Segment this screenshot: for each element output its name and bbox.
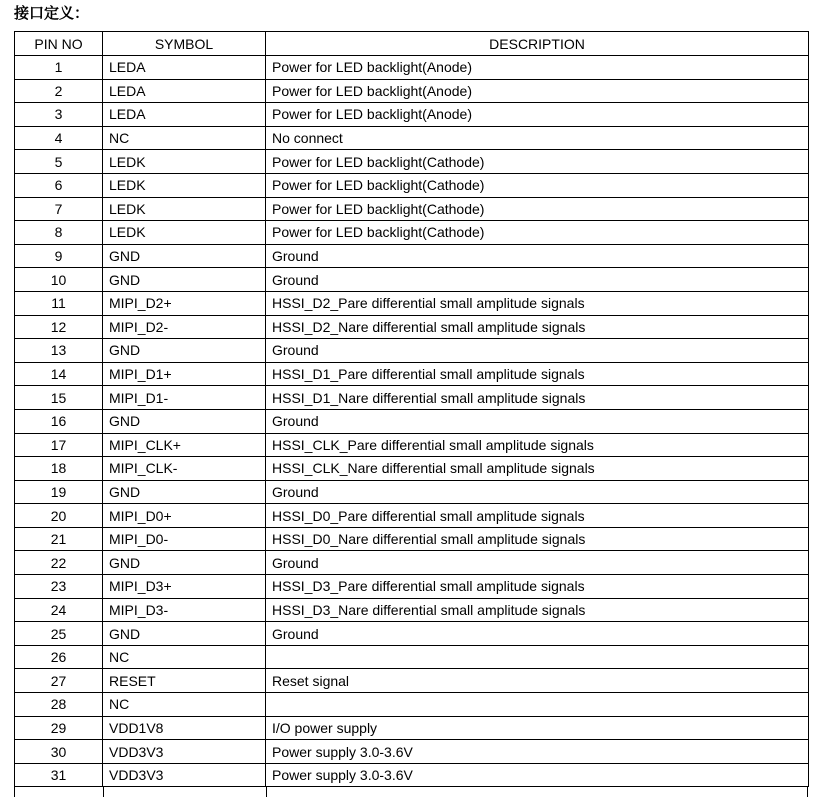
description-cell: HSSI_D1_Pare differential small amplitude signals — [266, 362, 809, 386]
description-cell — [266, 645, 809, 669]
symbol-cell: MIPI_D2- — [103, 315, 266, 339]
table-row — [15, 622, 809, 646]
pin-number-cell: 19 — [15, 480, 103, 504]
pin-number-cell: 24 — [15, 598, 103, 622]
description-cell: Power for LED backlight(Cathode) — [266, 150, 809, 174]
description-cell: HSSI_D2_Pare differential small amplitude signals — [266, 291, 809, 315]
table-row — [15, 480, 809, 504]
table-row — [15, 197, 809, 221]
pin-number-cell: 2 — [15, 79, 103, 103]
symbol-cell: VDD3V3 — [103, 763, 266, 787]
description-cell: HSSI_D3_Pare differential small amplitude signals — [266, 575, 809, 599]
pin-number-cell: 14 — [15, 362, 103, 386]
column-header-description: DESCRIPTION — [266, 32, 809, 56]
table-row — [15, 291, 809, 315]
pin-number-cell: 20 — [15, 504, 103, 528]
description-cell: Power for LED backlight(Cathode) — [266, 173, 809, 197]
pin-number-cell: 15 — [15, 386, 103, 410]
description-cell: Power for LED backlight(Anode) — [266, 103, 809, 127]
table-row — [15, 669, 809, 693]
table-row — [15, 527, 809, 551]
symbol-cell: MIPI_D1- — [103, 386, 266, 410]
symbol-cell: LEDA — [103, 79, 266, 103]
symbol-cell: LEDA — [103, 56, 266, 80]
description-cell: Ground — [266, 244, 809, 268]
table-row — [15, 551, 809, 575]
pin-number-cell: 12 — [15, 315, 103, 339]
pin-number-cell: 18 — [15, 457, 103, 481]
pin-number-cell: 25 — [15, 622, 103, 646]
description-cell: HSSI_D0_Pare differential small amplitude signals — [266, 504, 809, 528]
description-cell: Power for LED backlight(Cathode) — [266, 197, 809, 221]
section-heading: 接口定义： — [14, 4, 90, 22]
pin-number-cell: 28 — [15, 693, 103, 717]
symbol-cell: GND — [103, 268, 266, 292]
pin-number-cell: 9 — [15, 244, 103, 268]
table-body — [15, 56, 809, 787]
description-cell: Power supply 3.0-3.6V — [266, 763, 809, 787]
symbol-cell: MIPI_D0+ — [103, 504, 266, 528]
pin-number-cell: 17 — [15, 433, 103, 457]
table-row — [15, 315, 809, 339]
description-cell: Power for LED backlight(Anode) — [266, 79, 809, 103]
symbol-cell: MIPI_CLK+ — [103, 433, 266, 457]
symbol-cell: NC — [103, 693, 266, 717]
column-header-pin: PIN NO — [15, 32, 103, 56]
symbol-cell: LEDK — [103, 150, 266, 174]
table-row — [15, 409, 809, 433]
pin-number-cell: 8 — [15, 221, 103, 245]
pin-number-cell: 3 — [15, 103, 103, 127]
symbol-cell: MIPI_D3+ — [103, 575, 266, 599]
symbol-cell: GND — [103, 409, 266, 433]
pin-number-cell: 21 — [15, 527, 103, 551]
description-cell: Ground — [266, 339, 809, 363]
symbol-cell: GND — [103, 551, 266, 575]
pin-number-cell: 10 — [15, 268, 103, 292]
pin-number-cell: 30 — [15, 740, 103, 764]
table-row — [15, 79, 809, 103]
table-row — [15, 244, 809, 268]
pin-number-cell: 29 — [15, 716, 103, 740]
description-cell: Power supply 3.0-3.6V — [266, 740, 809, 764]
table-row — [15, 150, 809, 174]
symbol-cell: GND — [103, 339, 266, 363]
symbol-cell: GND — [103, 622, 266, 646]
table-row — [15, 457, 809, 481]
symbol-cell: NC — [103, 645, 266, 669]
pin-number-cell: 5 — [15, 150, 103, 174]
table-row — [15, 693, 809, 717]
table-row — [15, 173, 809, 197]
description-cell: HSSI_D0_Nare differential small amplitude signals — [266, 527, 809, 551]
pin-number-cell: 31 — [15, 763, 103, 787]
description-cell: Ground — [266, 268, 809, 292]
symbol-cell: LEDK — [103, 221, 266, 245]
table-header-row — [15, 32, 809, 56]
description-cell: HSSI_CLK_Pare differential small amplitude signals — [266, 433, 809, 457]
pin-number-cell: 22 — [15, 551, 103, 575]
table-row — [15, 221, 809, 245]
description-cell: Reset signal — [266, 669, 809, 693]
table-row — [15, 763, 809, 787]
symbol-cell: MIPI_CLK- — [103, 457, 266, 481]
symbol-cell: MIPI_D0- — [103, 527, 266, 551]
table-continuation-edge — [14, 786, 808, 796]
pin-number-cell: 1 — [15, 56, 103, 80]
pin-number-cell: 7 — [15, 197, 103, 221]
symbol-cell: MIPI_D1+ — [103, 362, 266, 386]
description-cell: Power for LED backlight(Anode) — [266, 56, 809, 80]
description-cell: Ground — [266, 480, 809, 504]
table-row — [15, 433, 809, 457]
table-row — [15, 575, 809, 599]
table-row — [15, 103, 809, 127]
table-row — [15, 56, 809, 80]
table-row — [15, 598, 809, 622]
description-cell: HSSI_D1_Nare differential small amplitude signals — [266, 386, 809, 410]
symbol-cell: NC — [103, 126, 266, 150]
pin-number-cell: 6 — [15, 173, 103, 197]
table-row — [15, 740, 809, 764]
table-row — [15, 126, 809, 150]
table-row — [15, 362, 809, 386]
table-row — [15, 645, 809, 669]
pin-number-cell: 4 — [15, 126, 103, 150]
symbol-cell: LEDA — [103, 103, 266, 127]
symbol-cell: VDD1V8 — [103, 716, 266, 740]
symbol-cell: MIPI_D3- — [103, 598, 266, 622]
pin-number-cell: 23 — [15, 575, 103, 599]
description-cell: Power for LED backlight(Cathode) — [266, 221, 809, 245]
description-cell: HSSI_D3_Nare differential small amplitude signals — [266, 598, 809, 622]
table-row — [15, 386, 809, 410]
description-cell: HSSI_CLK_Nare differential small amplitude signals — [266, 457, 809, 481]
symbol-cell: GND — [103, 480, 266, 504]
description-cell: Ground — [266, 622, 809, 646]
symbol-cell: RESET — [103, 669, 266, 693]
symbol-cell: MIPI_D2+ — [103, 291, 266, 315]
symbol-cell: LEDK — [103, 197, 266, 221]
description-cell: No connect — [266, 126, 809, 150]
pin-number-cell: 16 — [15, 409, 103, 433]
pin-definition-table — [14, 31, 809, 787]
description-cell: HSSI_D2_Nare differential small amplitude signals — [266, 315, 809, 339]
pin-number-cell: 13 — [15, 339, 103, 363]
column-header-symbol: SYMBOL — [103, 32, 266, 56]
pin-number-cell: 11 — [15, 291, 103, 315]
description-cell: Ground — [266, 409, 809, 433]
symbol-cell: LEDK — [103, 173, 266, 197]
description-cell — [266, 693, 809, 717]
description-cell: Ground — [266, 551, 809, 575]
table-row — [15, 339, 809, 363]
table-row — [15, 504, 809, 528]
symbol-cell: VDD3V3 — [103, 740, 266, 764]
table-row — [15, 268, 809, 292]
pin-number-cell: 27 — [15, 669, 103, 693]
symbol-cell: GND — [103, 244, 266, 268]
description-cell: I/O power supply — [266, 716, 809, 740]
pin-number-cell: 26 — [15, 645, 103, 669]
table-row — [15, 716, 809, 740]
